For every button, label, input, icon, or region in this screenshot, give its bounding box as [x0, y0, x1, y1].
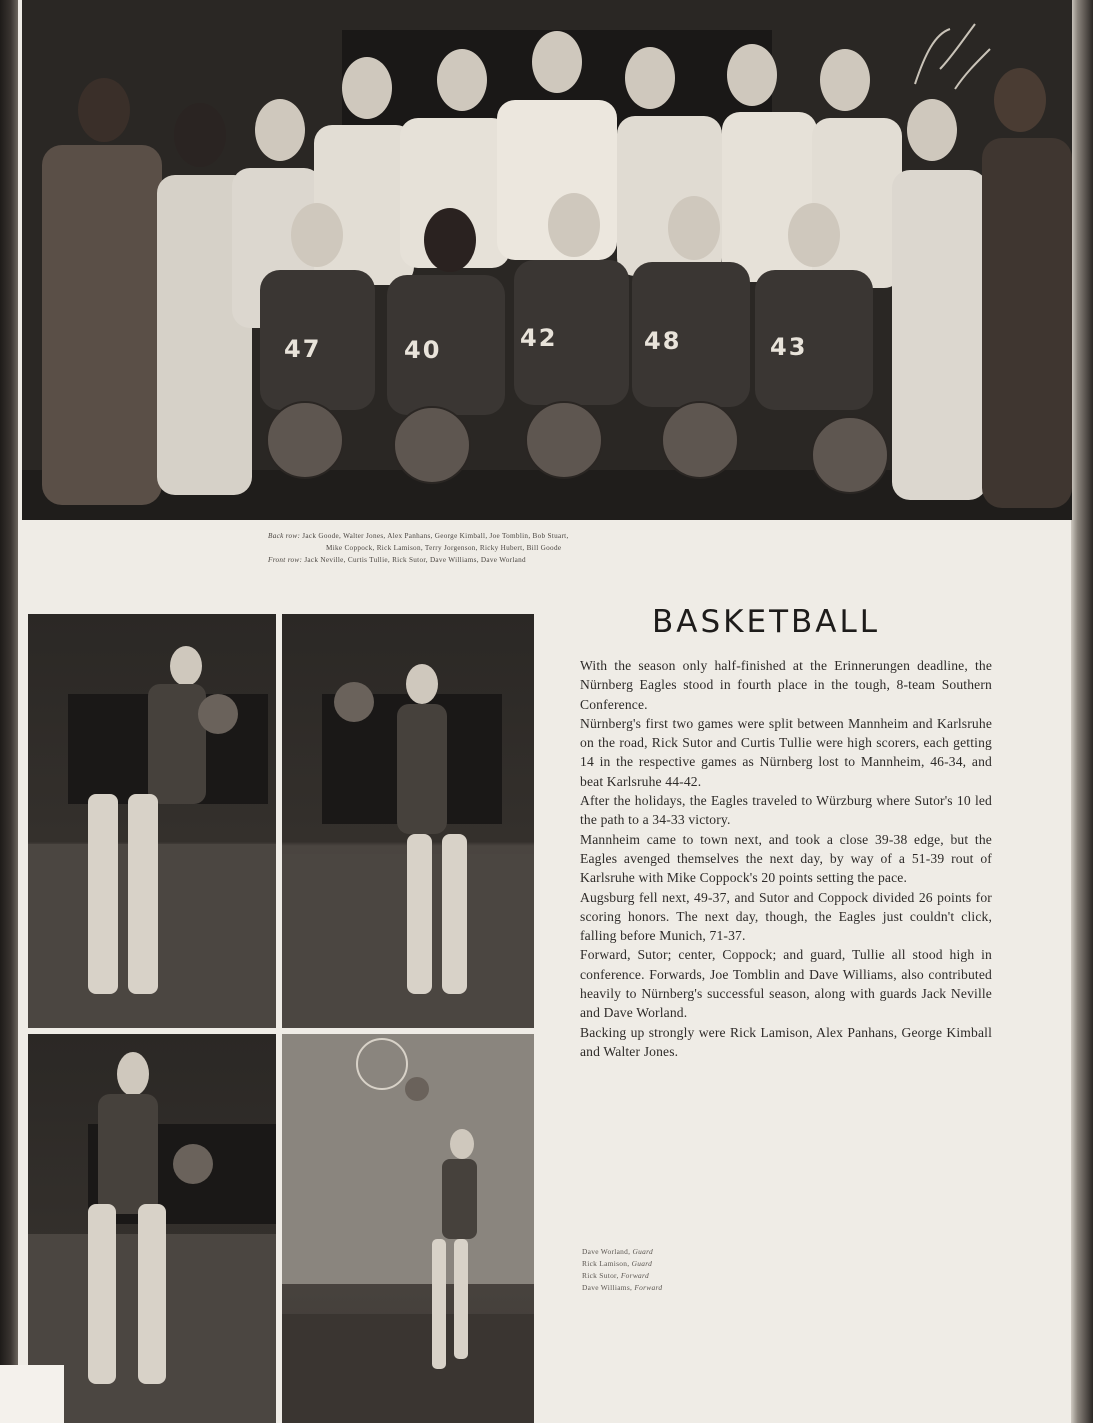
jersey-number: 43	[770, 333, 808, 361]
caption-name: Rick Lamison,	[582, 1259, 630, 1268]
caption-role: Guard	[631, 1259, 653, 1268]
back-row-label: Back row:	[268, 532, 301, 540]
caption-role: Forward	[620, 1271, 649, 1280]
back-row-names: Jack Goode, Walter Jones, Alex Panhans, George Kimball, Joe Tomblin, Bob Stuart,	[302, 532, 569, 540]
article-paragraph: Backing up strongly were Rick Lamison, Alex Panhans, George Kimball and Walter Jones.	[580, 1024, 992, 1059]
article-paragraph: After the holidays, the Eagles traveled to Würzburg where Sutor's 10 led the path to a 34-33 victory.	[580, 793, 992, 828]
article-paragraph: Forward, Sutor; center, Coppock; and guard, Tullie all stood high in conference. Forwards, Joe Tomblin and Dave Williams, also contributed heavily to Nürnberg's successful season, along with guards Jack Neville and Dave Worland.	[580, 947, 992, 1021]
front-row-label: Front row:	[268, 556, 303, 564]
page-title: BASKETBALL	[652, 604, 881, 640]
caption-name: Dave Worland,	[582, 1247, 631, 1256]
article-paragraph: Augsburg fell next, 49-37, and Sutor and Coppock divided 26 points for scoring honors. The next day, though, the Eagles just couldn't click, falling before Munich, 71-37.	[580, 889, 992, 944]
jersey-number: 42	[520, 324, 558, 352]
caption-name: Rick Sutor,	[582, 1271, 619, 1280]
article-paragraph: Mannheim came to town next, and took a close 39-38 edge, but the Eagles avenged themselves the next day, by way of a 51-39 rout of Karlsruhe with Mike Coppock's 20 points setting the pace.	[580, 831, 992, 886]
action-photo-caption	[582, 1258, 882, 1270]
article-body	[580, 656, 992, 1061]
front-row-names: Jack Neville, Curtis Tullie, Rick Sutor, Dave Williams, Dave Worland	[304, 556, 526, 564]
action-photo-caption	[582, 1270, 882, 1282]
caption-role: Forward	[634, 1283, 663, 1292]
player-photo	[28, 1034, 276, 1423]
action-photo-caption	[582, 1246, 882, 1258]
page-edge	[1071, 0, 1093, 1423]
player-photo	[28, 614, 276, 1028]
action-photo-caption	[582, 1282, 882, 1294]
player-photo	[282, 614, 534, 1028]
player-photo	[282, 1034, 534, 1423]
article-paragraph: Nürnberg's first two games were split between Mannheim and Karlsruhe on the road, Rick Sutor and Curtis Tullie were high scorers, each getting 14 in the respective games as Nürnberg lost to Mannheim, 46-34, and beat Karlsruhe 44-42.	[580, 715, 992, 789]
jersey-number: 40	[404, 336, 442, 364]
autograph-scribble	[905, 14, 995, 104]
team-photo-caption	[268, 530, 888, 566]
page-corner	[0, 1365, 64, 1423]
caption-role: Guard	[632, 1247, 654, 1256]
back-row-names-continued: Mike Coppock, Rick Lamison, Terry Jorgenson, Ricky Hubert, Bill Goode	[326, 544, 562, 552]
caption-name: Dave Williams,	[582, 1283, 633, 1292]
binding-edge	[0, 0, 18, 1423]
jersey-number: 47	[284, 335, 322, 363]
jersey-number: 48	[644, 327, 682, 355]
article-paragraph: With the season only half-finished at the Erinnerungen deadline, the Nürnberg Eagles stood in fourth place in the tough, 8-team Southern Conference.	[580, 658, 992, 712]
